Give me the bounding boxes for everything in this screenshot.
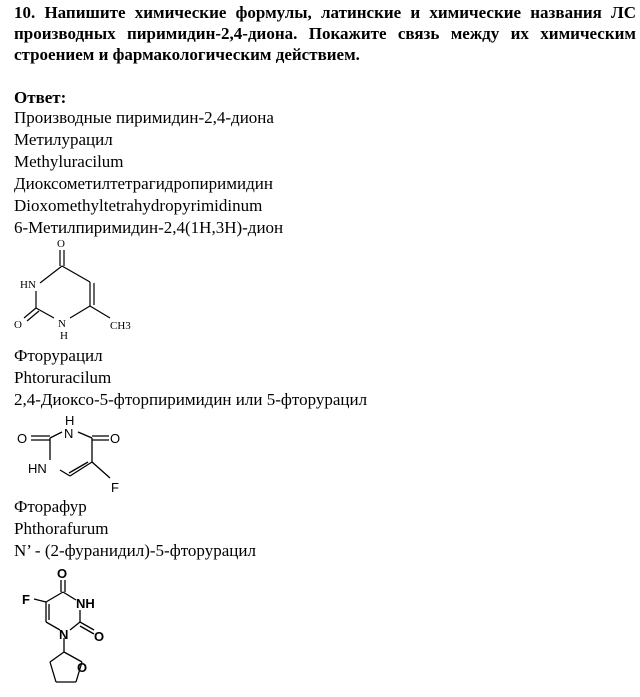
answer-heading: Ответ: [14, 88, 67, 107]
ftorafur-chem-name: N’ - (2-фуранидил)-5-фторурацил [14, 541, 256, 560]
ftorafur-o-top: O [57, 566, 68, 581]
methyluracil-chem-name-lat: Dioxomethyltetrahydropyrimidinum [14, 196, 263, 215]
methyluracil-hn: HN [20, 279, 36, 291]
methyluracil-h: H [60, 330, 68, 342]
methyluracil-name-lat: Methyluracilum [14, 152, 124, 171]
fluorouracil-h: H [65, 413, 75, 428]
ftorafur-f: F [22, 592, 30, 607]
fluorouracil-structure [14, 412, 144, 500]
methyluracil-o-left: O [14, 319, 22, 331]
fluorouracil-name-lat: Phtoruracilum [14, 368, 112, 387]
ftorafur-o-right: O [94, 629, 105, 644]
methyluracil-ch3: CH3 [110, 320, 131, 332]
ftorafur-name-lat: Phthorafurum [14, 519, 109, 538]
ftorafur-structure [14, 566, 134, 694]
group-title: Производные пиримидин-2,4-диона [14, 108, 274, 127]
fluorouracil-f: F [111, 480, 119, 495]
fluorouracil-n: N [64, 426, 74, 441]
ftorafur-n: N [59, 627, 69, 642]
fluorouracil-o-right: O [110, 431, 121, 446]
ftorafur-o-ring: O [77, 660, 88, 675]
methyluracil-iupac-name: 6-Метилпиримидин-2,4(1Н,3Н)-дион [14, 218, 284, 237]
question-text: 10. Напишите химические формулы, латинские и химические названия ЛС производных пиримидин-2,4-диона. Покажите связь между их химическим строением и фармакологическим действием. [14, 3, 636, 64]
methyluracil-structure [14, 236, 144, 348]
fluorouracil-chem-name: 2,4-Диоксо-5-фторпиримидин или 5-фторурацил [14, 390, 368, 409]
ftorafur-name-ru: Фторафур [14, 497, 87, 516]
ftorafur-nh: NH [76, 596, 95, 611]
methyluracil-chem-name-ru: Диоксометилтетрагидропиримидин [14, 174, 273, 193]
fluorouracil-name-ru: Фторурацил [14, 346, 103, 365]
fluorouracil-o-left: O [17, 431, 28, 446]
fluorouracil-hn: HN [28, 461, 47, 476]
methyluracil-name-ru: Метилурацил [14, 130, 113, 149]
methyluracil-o-top: O [57, 238, 65, 250]
methyluracil-n: N [58, 318, 66, 330]
